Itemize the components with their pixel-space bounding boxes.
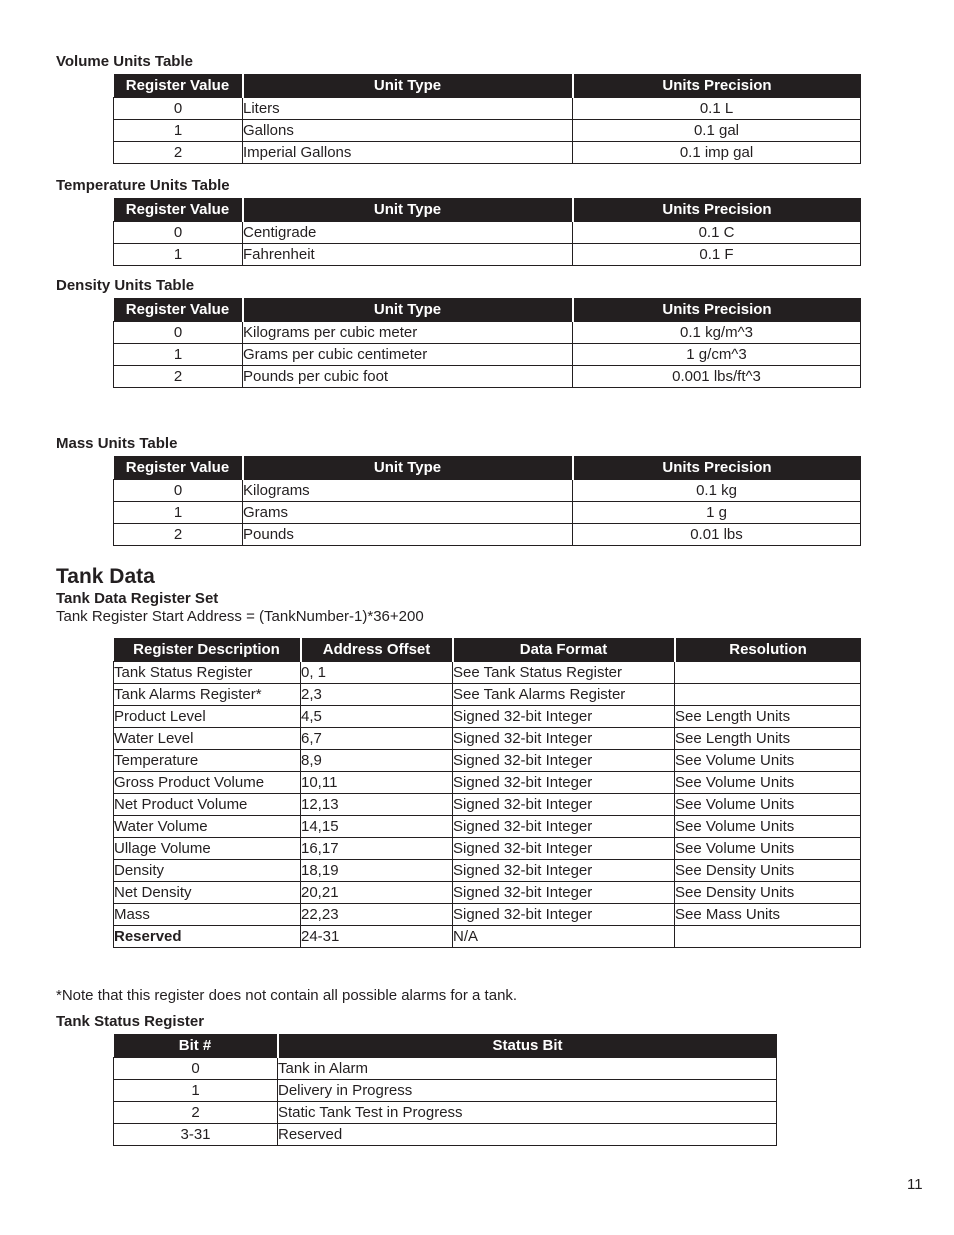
register-value-cell: 0 <box>114 98 243 120</box>
column-header: Units Precision <box>573 298 861 322</box>
column-header: Units Precision <box>573 74 861 98</box>
table-row <box>114 772 861 794</box>
unit-type-cell: Centigrade <box>243 222 573 244</box>
column-header: Register Value <box>114 198 243 222</box>
unit-type-cell: Grams per cubic centimeter <box>243 344 573 366</box>
table-row <box>114 222 861 244</box>
column-header: Unit Type <box>243 198 573 222</box>
unit-type-cell: Kilograms per cubic meter <box>243 322 573 344</box>
unit-type-cell: Imperial Gallons <box>243 142 573 164</box>
register-value-cell: 2 <box>114 524 243 546</box>
bit-number-cell: 0 <box>114 1058 278 1080</box>
address-offset-cell: 10,11 <box>301 772 453 794</box>
bit-number-cell: 3-31 <box>114 1124 278 1146</box>
table-row <box>114 794 861 816</box>
register-description-cell: Tank Status Register <box>114 662 301 684</box>
register-description-cell: Reserved <box>114 926 301 948</box>
unit-type-cell: Fahrenheit <box>243 244 573 266</box>
data-format-cell: N/A <box>453 926 675 948</box>
tank-data-register-set-caption: Tank Data Register Set <box>56 590 219 607</box>
table-row <box>114 366 861 388</box>
table-row <box>114 344 861 366</box>
register-value-cell: 1 <box>114 244 243 266</box>
units-precision-cell: 0.001 lbs/ft^3 <box>573 366 861 388</box>
column-header: Unit Type <box>243 74 573 98</box>
address-offset-cell: 0, 1 <box>301 662 453 684</box>
bit-number-cell: 1 <box>114 1080 278 1102</box>
data-format-cell: Signed 32-bit Integer <box>453 794 675 816</box>
data-format-cell: Signed 32-bit Integer <box>453 816 675 838</box>
column-header: Status Bit <box>278 1034 777 1058</box>
register-value-cell: 0 <box>114 322 243 344</box>
status-bit-cell: Delivery in Progress <box>278 1080 777 1102</box>
unit-type-cell: Gallons <box>243 120 573 142</box>
unit-type-cell: Kilograms <box>243 480 573 502</box>
tank-status-register-caption: Tank Status Register <box>56 1013 205 1030</box>
column-header: Register Description <box>114 638 301 662</box>
address-offset-cell: 14,15 <box>301 816 453 838</box>
volume-units-caption: Volume Units Table <box>56 53 193 70</box>
table-row <box>114 1058 777 1080</box>
table-row <box>114 860 861 882</box>
register-description-cell: Net Density <box>114 882 301 904</box>
table-row <box>114 750 861 772</box>
table-row <box>114 524 861 546</box>
column-header: Units Precision <box>573 198 861 222</box>
data-format-cell: Signed 32-bit Integer <box>453 860 675 882</box>
page-number: 11 <box>907 1176 923 1193</box>
register-value-cell: 0 <box>114 222 243 244</box>
tank-data-register-table <box>113 638 861 948</box>
units-precision-cell: 1 g/cm^3 <box>573 344 861 366</box>
register-description-cell: Water Level <box>114 728 301 750</box>
resolution-cell: See Length Units <box>675 706 861 728</box>
table-row <box>114 728 861 750</box>
table-header-row <box>114 298 861 322</box>
address-offset-cell: 4,5 <box>301 706 453 728</box>
table-header-row <box>114 638 861 662</box>
units-precision-cell: 1 g <box>573 502 861 524</box>
register-description-cell: Tank Alarms Register* <box>114 684 301 706</box>
address-offset-cell: 16,17 <box>301 838 453 860</box>
unit-type-cell: Grams <box>243 502 573 524</box>
address-offset-cell: 24-31 <box>301 926 453 948</box>
table-header-row <box>114 198 861 222</box>
tank-register-start-address: Tank Register Start Address = (TankNumber-1)*36+200 <box>56 608 424 625</box>
table-row <box>114 706 861 728</box>
mass-units-table <box>113 456 861 546</box>
table-row <box>114 882 861 904</box>
resolution-cell: See Volume Units <box>675 772 861 794</box>
table-row <box>114 838 861 860</box>
table-row <box>114 244 861 266</box>
column-header: Data Format <box>453 638 675 662</box>
register-description-cell: Product Level <box>114 706 301 728</box>
data-format-cell: Signed 32-bit Integer <box>453 882 675 904</box>
register-value-cell: 0 <box>114 480 243 502</box>
data-format-cell: See Tank Alarms Register <box>453 684 675 706</box>
density-units-caption: Density Units Table <box>56 277 195 294</box>
status-bit-cell: Tank in Alarm <box>278 1058 777 1080</box>
register-description-cell: Net Product Volume <box>114 794 301 816</box>
register-description-cell: Mass <box>114 904 301 926</box>
register-value-cell: 2 <box>114 366 243 388</box>
resolution-cell: See Length Units <box>675 728 861 750</box>
units-precision-cell: 0.1 F <box>573 244 861 266</box>
column-header: Register Value <box>114 298 243 322</box>
address-offset-cell: 6,7 <box>301 728 453 750</box>
address-offset-cell: 18,19 <box>301 860 453 882</box>
resolution-cell <box>675 926 861 948</box>
resolution-cell: See Density Units <box>675 882 861 904</box>
column-header: Units Precision <box>573 456 861 480</box>
register-value-cell: 2 <box>114 142 243 164</box>
address-offset-cell: 22,23 <box>301 904 453 926</box>
data-format-cell: Signed 32-bit Integer <box>453 728 675 750</box>
data-format-cell: Signed 32-bit Integer <box>453 772 675 794</box>
tank-status-register-table <box>113 1034 777 1146</box>
register-description-cell: Water Volume <box>114 816 301 838</box>
column-header: Address Offset <box>301 638 453 662</box>
data-format-cell: Signed 32-bit Integer <box>453 750 675 772</box>
resolution-cell: See Density Units <box>675 860 861 882</box>
register-value-cell: 1 <box>114 344 243 366</box>
resolution-cell: See Volume Units <box>675 794 861 816</box>
table-row <box>114 816 861 838</box>
units-precision-cell: 0.1 C <box>573 222 861 244</box>
unit-type-cell: Pounds <box>243 524 573 546</box>
resolution-cell: See Volume Units <box>675 838 861 860</box>
column-header: Unit Type <box>243 456 573 480</box>
column-header: Resolution <box>675 638 861 662</box>
resolution-cell: See Volume Units <box>675 816 861 838</box>
temperature-units-caption: Temperature Units Table <box>56 177 230 194</box>
table-row <box>114 926 861 948</box>
table-header-row <box>114 74 861 98</box>
register-value-cell: 1 <box>114 120 243 142</box>
table-row <box>114 684 861 706</box>
column-header: Register Value <box>114 74 243 98</box>
resolution-cell: See Mass Units <box>675 904 861 926</box>
table-row <box>114 904 861 926</box>
table-row <box>114 1124 777 1146</box>
status-bit-cell: Reserved <box>278 1124 777 1146</box>
data-format-cell: Signed 32-bit Integer <box>453 706 675 728</box>
column-header: Bit # <box>114 1034 278 1058</box>
register-description-cell: Ullage Volume <box>114 838 301 860</box>
unit-type-cell: Pounds per cubic foot <box>243 366 573 388</box>
register-description-cell: Temperature <box>114 750 301 772</box>
table-header-row <box>114 1034 777 1058</box>
tank-alarms-note: *Note that this register does not contain all possible alarms for a tank. <box>56 987 518 1004</box>
data-format-cell: See Tank Status Register <box>453 662 675 684</box>
table-row <box>114 322 861 344</box>
units-precision-cell: 0.01 lbs <box>573 524 861 546</box>
table-header-row <box>114 456 861 480</box>
register-value-cell: 1 <box>114 502 243 524</box>
address-offset-cell: 20,21 <box>301 882 453 904</box>
table-row <box>114 142 861 164</box>
resolution-cell <box>675 684 861 706</box>
data-format-cell: Signed 32-bit Integer <box>453 838 675 860</box>
table-row <box>114 1102 777 1124</box>
table-row <box>114 1080 777 1102</box>
column-header: Register Value <box>114 456 243 480</box>
address-offset-cell: 12,13 <box>301 794 453 816</box>
resolution-cell <box>675 662 861 684</box>
mass-units-caption: Mass Units Table <box>56 435 178 452</box>
unit-type-cell: Liters <box>243 98 573 120</box>
table-row <box>114 662 861 684</box>
table-row <box>114 480 861 502</box>
data-format-cell: Signed 32-bit Integer <box>453 904 675 926</box>
register-description-cell: Density <box>114 860 301 882</box>
resolution-cell: See Volume Units <box>675 750 861 772</box>
table-row <box>114 98 861 120</box>
table-row <box>114 502 861 524</box>
units-precision-cell: 0.1 imp gal <box>573 142 861 164</box>
tank-data-heading: Tank Data <box>56 565 155 588</box>
status-bit-cell: Static Tank Test in Progress <box>278 1102 777 1124</box>
bit-number-cell: 2 <box>114 1102 278 1124</box>
volume-units-table <box>113 74 861 164</box>
units-precision-cell: 0.1 L <box>573 98 861 120</box>
units-precision-cell: 0.1 kg/m^3 <box>573 322 861 344</box>
register-description-cell: Gross Product Volume <box>114 772 301 794</box>
address-offset-cell: 8,9 <box>301 750 453 772</box>
units-precision-cell: 0.1 kg <box>573 480 861 502</box>
temperature-units-table <box>113 198 861 266</box>
address-offset-cell: 2,3 <box>301 684 453 706</box>
table-row <box>114 120 861 142</box>
units-precision-cell: 0.1 gal <box>573 120 861 142</box>
density-units-table <box>113 298 861 388</box>
column-header: Unit Type <box>243 298 573 322</box>
